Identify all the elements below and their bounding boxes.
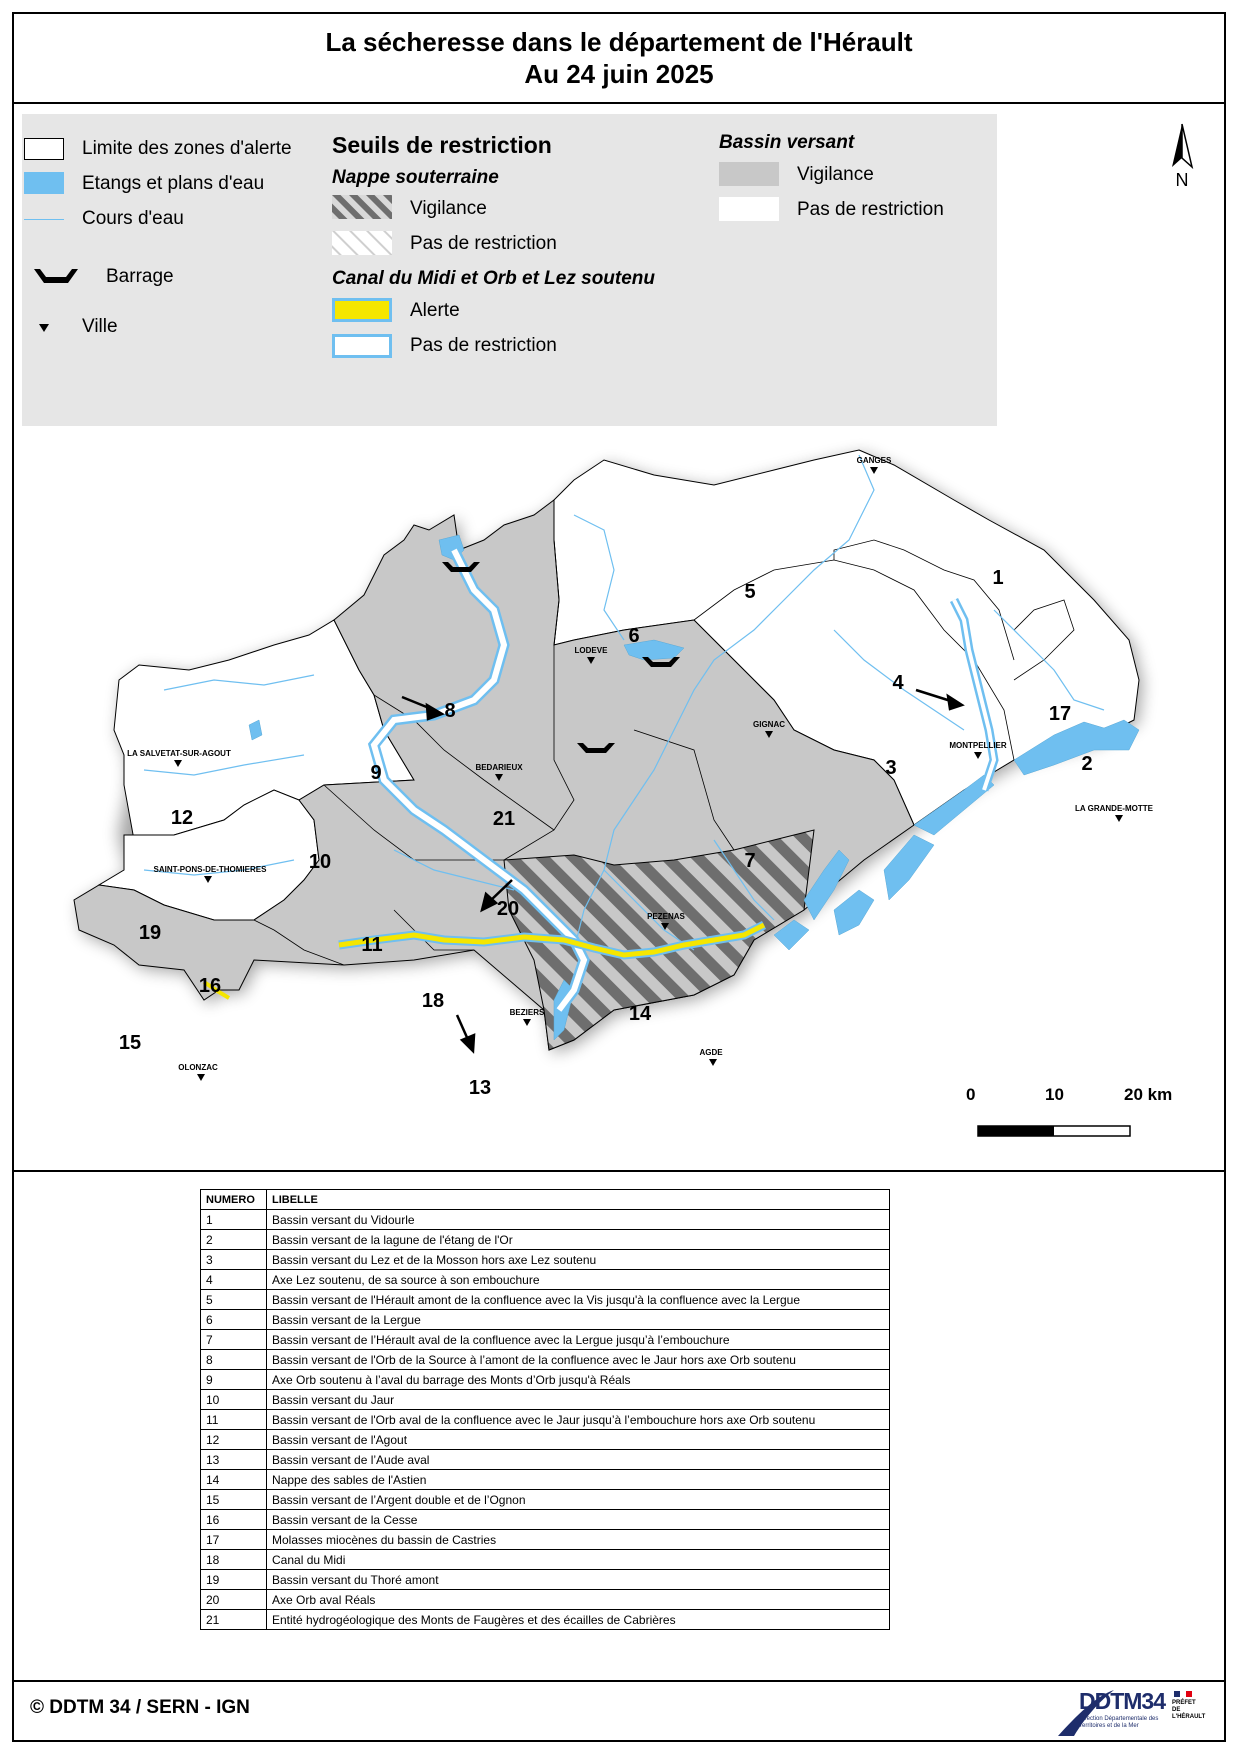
table-row <box>201 1430 890 1450</box>
page-date: Au 24 juin 2025 <box>524 59 714 89</box>
legend-nappe-title: Nappe souterraine <box>332 167 499 188</box>
zone-label: 19 <box>138 922 162 944</box>
legend-ville: Ville <box>82 316 118 337</box>
table-row <box>201 1390 890 1410</box>
table-cell-numero: 8 <box>201 1350 267 1370</box>
table-cell-numero: 2 <box>201 1230 267 1250</box>
city-label: AGDE <box>699 1048 723 1057</box>
zone-label: 5 <box>744 581 756 603</box>
table-cell-numero: 4 <box>201 1270 267 1290</box>
city-label: BEZIERS <box>509 1008 545 1017</box>
city-label: GANGES <box>856 456 892 465</box>
canal-pas-swatch <box>332 334 392 358</box>
table-cell-libelle: Axe Orb soutenu à l’aval du barrage des Monts d’Orb jusqu'à Réals <box>267 1370 890 1390</box>
table-cell-numero: 1 <box>201 1210 267 1230</box>
table-cell-libelle: Molasses miocènes du bassin de Castries <box>267 1530 890 1550</box>
city-marker-la-grande-motte <box>1115 815 1123 822</box>
table-row <box>201 1410 890 1430</box>
table-cell-libelle: Entité hydrogéologique des Monts de Faugères et des écailles de Cabrières <box>267 1610 890 1630</box>
table-cell-numero: 21 <box>201 1610 267 1630</box>
nappe-vigilance-swatch <box>332 195 392 219</box>
zone-label: 21 <box>492 808 516 830</box>
table-cell-libelle: Nappe des sables de l'Astien <box>267 1470 890 1490</box>
table-row <box>201 1250 890 1270</box>
city-label: PEZENAS <box>647 912 685 921</box>
ddtm-logo <box>1076 1686 1206 1738</box>
zone-label: 11 <box>361 934 383 956</box>
table-cell-numero: 6 <box>201 1310 267 1330</box>
legend-bassin-vigilance: Vigilance <box>797 164 874 185</box>
limit-swatch <box>24 138 64 160</box>
table-cell-libelle: Axe Orb aval Réals <box>267 1590 890 1610</box>
table-row <box>201 1530 890 1550</box>
scale-label: 0 <box>966 1085 976 1104</box>
city-label: LODEVE <box>574 646 608 655</box>
table-row <box>201 1510 890 1530</box>
zone-label: 6 <box>628 625 640 647</box>
table-cell-numero: 5 <box>201 1290 267 1310</box>
table-row <box>201 1570 890 1590</box>
table-cell-numero: 18 <box>201 1550 267 1570</box>
table-row <box>201 1450 890 1470</box>
table-row <box>201 1350 890 1370</box>
legend-seuils-title: Seuils de restriction <box>332 132 552 158</box>
table-cell-numero: 16 <box>201 1510 267 1530</box>
legend-nappe-pas: Pas de restriction <box>410 233 557 254</box>
zone-label: 7 <box>744 850 756 872</box>
table-cell-libelle: Bassin versant de l'Orb de la Source à l’amont de la confluence avec le Jaur hors axe Orb soutenu <box>267 1350 890 1370</box>
table-cell-numero: 3 <box>201 1250 267 1270</box>
table-cell-numero: 13 <box>201 1450 267 1470</box>
table-cell-libelle: Bassin versant de la lagune de l'étang de l'Or <box>267 1230 890 1250</box>
north-label: N <box>1175 170 1189 190</box>
table-row <box>201 1270 890 1290</box>
table-cell-libelle: Bassin versant de l'Agout <box>267 1430 890 1450</box>
zone-label: 20 <box>496 898 520 920</box>
zone-label: 8 <box>444 700 456 722</box>
table-cell-numero: 10 <box>201 1390 267 1410</box>
zone-label: 10 <box>308 851 332 873</box>
table-header-libelle: LIBELLE <box>267 1190 890 1210</box>
zone-label: 2 <box>1081 753 1093 775</box>
zone-label: 17 <box>1048 703 1072 725</box>
table-cell-numero: 11 <box>201 1410 267 1430</box>
table-row <box>201 1210 890 1230</box>
zone-label: 3 <box>885 757 897 779</box>
zone-label: 12 <box>170 807 194 829</box>
legend-limite: Limite des zones d'alerte <box>82 138 292 159</box>
legend-bassin-title: Bassin versant <box>719 132 855 153</box>
city-label: LA SALVETAT-SUR-AGOUT <box>127 749 231 758</box>
table-cell-libelle: Bassin versant de l’Hérault aval de la confluence avec la Lergue jusqu’à l’embouchure <box>267 1330 890 1350</box>
table-cell-numero: 12 <box>201 1430 267 1450</box>
footer-separator <box>12 1680 1226 1682</box>
table-cell-numero: 7 <box>201 1330 267 1350</box>
city-marker-olonzac <box>197 1074 205 1081</box>
table-cell-libelle: Bassin versant de l'Orb aval de la confluence avec le Jaur jusqu’à l’embouchure hors axe Orb soutenu <box>267 1410 890 1430</box>
scale-bar <box>978 1126 1130 1136</box>
table-cell-libelle: Bassin versant de l’Aude aval <box>267 1450 890 1470</box>
table-row <box>201 1370 890 1390</box>
table-row <box>201 1330 890 1350</box>
prefet-label: PRÉFET DE L'HÉRAULT <box>1172 1700 1206 1720</box>
city-label: SAINT-PONS-DE-THOMIERES <box>153 865 267 874</box>
table-row <box>201 1290 890 1310</box>
scale-label: 10 <box>1045 1085 1064 1104</box>
table-cell-libelle: Bassin versant du Lez et de la Mosson hors axe Lez soutenu <box>267 1250 890 1270</box>
table-row <box>201 1610 890 1630</box>
water-swatch <box>24 172 64 194</box>
table-row <box>201 1470 890 1490</box>
canal-alerte-swatch <box>332 298 392 322</box>
legend-nappe-vigilance: Vigilance <box>410 198 487 219</box>
bassin-vigilance-swatch <box>719 162 779 186</box>
table-cell-libelle: Bassin versant du Thoré amont <box>267 1570 890 1590</box>
table-cell-libelle: Bassin versant de la Lergue <box>267 1310 890 1330</box>
table-cell-libelle: Canal du Midi <box>267 1550 890 1570</box>
zone-table <box>200 1189 890 1630</box>
table-cell-numero: 9 <box>201 1370 267 1390</box>
table-header-row <box>201 1190 890 1210</box>
zone-label: 13 <box>468 1077 492 1099</box>
city-marker-beziers <box>523 1019 531 1026</box>
north-arrow-icon <box>1160 122 1204 190</box>
table-header-numero: NUMERO <box>201 1190 267 1210</box>
logo-subtitle: Direction Départementale des Territoires et de la Mer <box>1079 1716 1159 1729</box>
table-cell-libelle: Axe Lez soutenu, de sa source à son embouchure <box>267 1270 890 1290</box>
table-row <box>201 1310 890 1330</box>
zone-label: 16 <box>198 975 222 997</box>
table-cell-libelle: Bassin versant de l’Argent double et de l’Ognon <box>267 1490 890 1510</box>
table-row <box>201 1490 890 1510</box>
legend-canal-alerte: Alerte <box>410 300 460 321</box>
map-separator <box>12 1170 1226 1172</box>
logo-text: DDTM34 <box>1079 1688 1166 1714</box>
legend-bassin-pas: Pas de restriction <box>797 199 944 220</box>
zone-label: 14 <box>628 1003 652 1025</box>
city-label: GIGNAC <box>753 720 785 729</box>
table-cell-libelle: Bassin versant de la Cesse <box>267 1510 890 1530</box>
title-block <box>12 12 1226 104</box>
zone-label: 9 <box>370 762 382 784</box>
city-label: MONTPELLIER <box>949 741 1007 750</box>
city-label: BEDARIEUX <box>475 763 523 772</box>
zone-label: 15 <box>118 1032 142 1054</box>
french-flag-icon <box>1174 1691 1192 1697</box>
table-cell-numero: 14 <box>201 1470 267 1490</box>
city-marker-agde <box>709 1059 717 1066</box>
scale-label: 20 km <box>1124 1085 1173 1104</box>
zone-label: 1 <box>992 567 1004 589</box>
bassin-pas-swatch <box>719 197 779 221</box>
table-row <box>201 1230 890 1250</box>
table-cell-libelle: Bassin versant de l'Hérault amont de la confluence avec la Vis jusqu'à la confluence avec la Lergue <box>267 1290 890 1310</box>
table-cell-numero: 20 <box>201 1590 267 1610</box>
legend-canal-title: Canal du Midi et Orb et Lez soutenu <box>332 268 656 289</box>
city-label: OLONZAC <box>178 1063 218 1072</box>
river-swatch <box>24 219 64 220</box>
nappe-pas-swatch <box>332 231 392 255</box>
table-cell-libelle: Bassin versant du Jaur <box>267 1390 890 1410</box>
map <box>14 430 1224 1170</box>
legend-canal-pas: Pas de restriction <box>410 335 557 356</box>
zone-label: 4 <box>892 672 904 694</box>
copyright: © DDTM 34 / SERN - IGN <box>30 1697 250 1718</box>
table-cell-numero: 17 <box>201 1530 267 1550</box>
legend <box>22 114 997 426</box>
table-cell-numero: 15 <box>201 1490 267 1510</box>
table-row <box>201 1590 890 1610</box>
city-label: LA GRANDE-MOTTE <box>1075 804 1153 813</box>
legend-cours: Cours d'eau <box>82 208 184 229</box>
table-cell-numero: 19 <box>201 1570 267 1590</box>
city-icon <box>38 323 50 333</box>
table-body <box>201 1210 890 1630</box>
dam-icon <box>32 266 80 288</box>
table-cell-libelle: Bassin versant du Vidourle <box>267 1210 890 1230</box>
page-title: La sécheresse dans le département de l'Hérault <box>325 27 913 57</box>
legend-etangs: Etangs et plans d'eau <box>82 173 265 194</box>
table-row <box>201 1550 890 1570</box>
legend-barrage: Barrage <box>106 266 174 287</box>
zone-label: 18 <box>421 990 445 1012</box>
